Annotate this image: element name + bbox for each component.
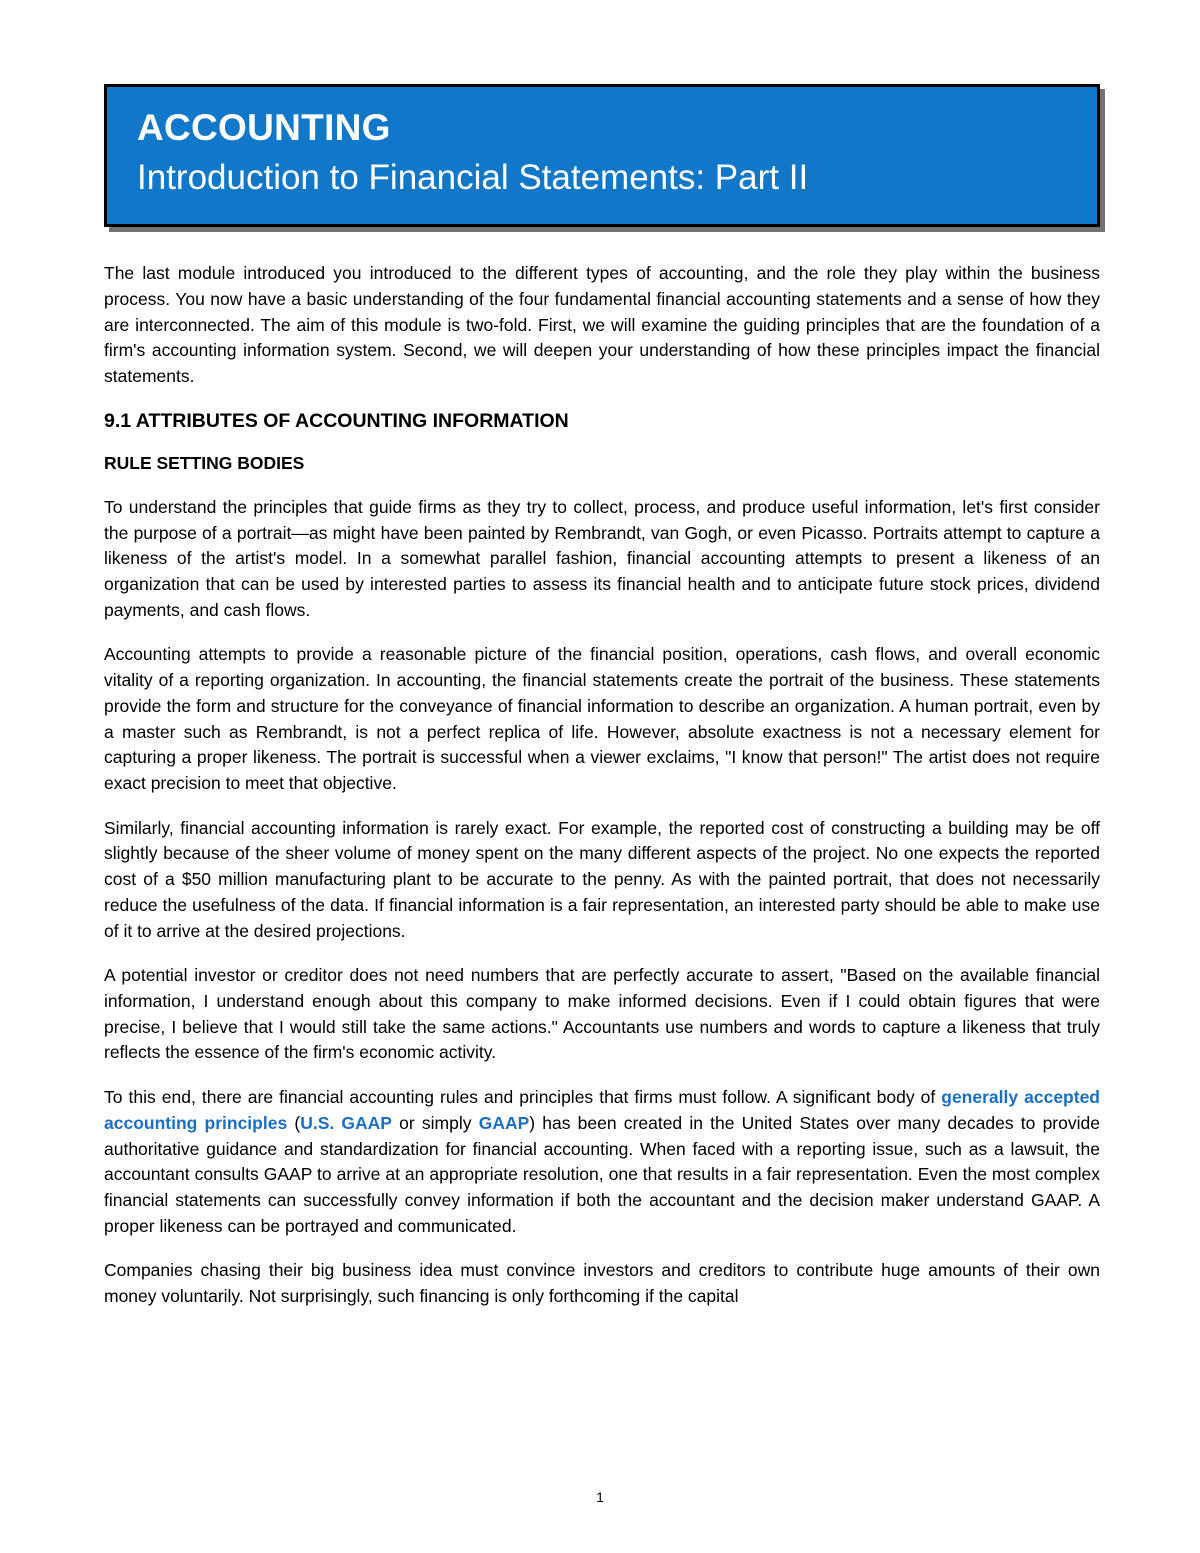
gaap-text-part3: or simply [391,1112,479,1133]
paragraph-3: Similarly, financial accounting information is rarely exact. For example, the reported cost of constructing a building may be off slightly because of the sheer volume of money spent on the many different aspects of the project. No one expects the reported cost of a $50 million manufacturing plant to be accurate to the penny. As with the painted portrait, that does not necessarily reduce the usefulness of the data. If financial information is a fair representation, an interested party should be able to make use of it to arrive at the desired projections. [104,817,1100,941]
final-paragraph: Companies chasing their big business idea must convince investors and creditors to contribute huge amounts of their own money voluntarily. Not surprisingly, such financing is only forthcoming if the capital [104,1260,1100,1307]
paragraph-1: To understand the principles that guide firms as they try to collect, process, and produce useful information, let's first consider the purpose of a portrait—as might have been painted by Rembrandt, van Gogh, or even Picasso. Portraits attempt to capture a likeness of the artist's model. In a somewhat parallel fashion, financial accounting attempts to present a likeness of an organization that can be used by interested parties to assess its financial health and to anticipate future stock prices, dividend payments, and cash flows. [104,496,1100,620]
paragraph-2: Accounting attempts to provide a reasonable picture of the financial position, operations, cash flows, and overall economic vitality of a reporting organization. In accounting, the financial statements create the portrait of the business. These statements provide the form and structure for the conveyance of financial information to describe an organization. A human portrait, even by a master such as Rembrandt, is not a perfect replica of life. However, absolute exactness is not a necessary element for capturing a proper likeness. The portrait is successful when a viewer exclaims, "I know that person!" The artist does not require exact precision to meet that objective. [104,644,1100,793]
intro-paragraph: The last module introduced you introduced to the different types of accounting, and the role they play within the business process. You now have a basic understanding of the four fundamental financial accounting statements and a sense of how they are interconnected. The aim of this module is two-fold. First, we will examine the guiding principles that are the foundation of a firm's accounting information system. Second, we will deepen your understanding of how these principles impact the financial statements. [104,263,1100,386]
sub-heading: RULE SETTING BODIES [104,453,305,474]
page-number: 1 [596,1489,604,1505]
link-us-gaap[interactable]: U.S. GAAP [300,1112,392,1133]
gaap-text-part2: ( [287,1112,301,1133]
title-banner [104,84,1100,227]
link-generally-accepted-accounting-principles[interactable]: generally accepted accounting principles [104,1087,1100,1133]
link-gaap[interactable]: GAAP [478,1112,530,1133]
gaap-text-part1: To this end, there are financial accounting rules and principles that firms must follow. A significant body of [104,1087,942,1108]
gaap-paragraph [104,1085,1100,1239]
page-title: ACCOUNTING [137,107,391,148]
gaap-text-part4: ) has been created in the United States over many decades to provide authoritative guidance and standardization for financial accounting. When faced with a reporting issue, such as a lawsuit, the accountant consults GAAP to arrive at an appropriate resolution, one that results in a fair representation. Even the most complex financial statements can successfully convey information if both the accountant and the decision maker understand GAAP. A proper likeness can be portrayed and communicated. [104,1112,1100,1236]
section-heading: 9.1 ATTRIBUTES OF ACCOUNTING INFORMATION [104,409,569,432]
page-subtitle: Introduction to Financial Statements: Part II [137,157,809,197]
paragraph-4: A potential investor or creditor does not need numbers that are perfectly accurate to assert, "Based on the available financial information, I understand enough about this company to make informed decisions. Even if I could obtain figures that were precise, I believe that I would still take the same actions." Accountants use numbers and words to capture a likeness that truly reflects the essence of the firm's economic activity. [104,965,1100,1063]
